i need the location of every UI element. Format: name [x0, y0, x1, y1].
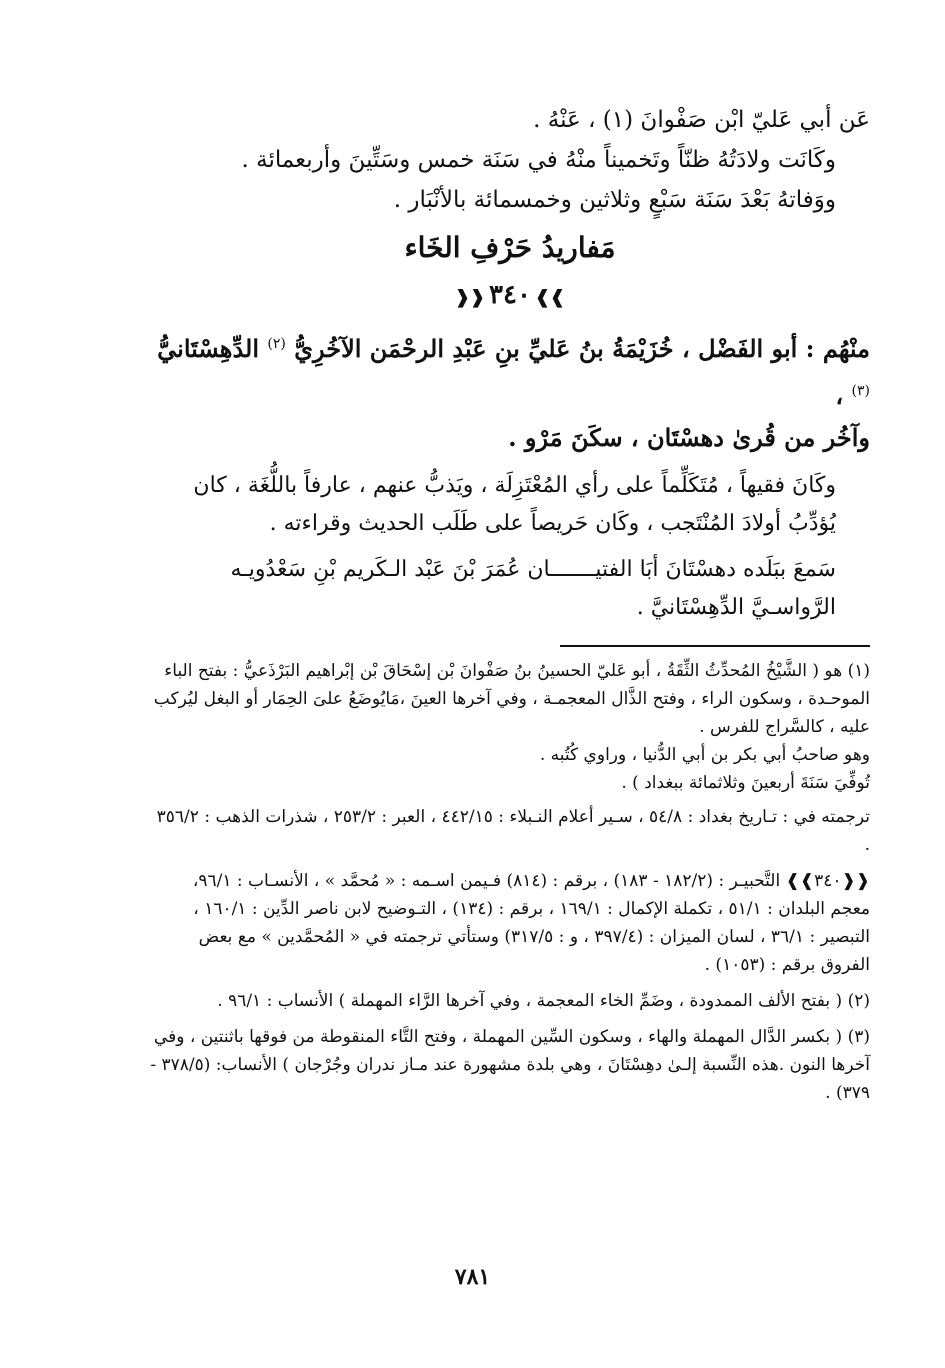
- footnote-3: [150, 1023, 870, 1107]
- entry-paragraph-2: سَمعَ ببَلَده دهسْتَانَ أبَا الفتيـــــــان عُمَرَ بْنَ عَبْد الـكَريم بْنِ سَعْدُويـه الرَّواسـيَّ الدِّهِسْتَانيَّ .: [230, 557, 836, 620]
- entry-name-text: منْهُم : أبو الفَضْل ، خُزَيْمَةُ بنُ عَليِّ بنِ عَبْدِ الرحْمَن الآخُرِيُّ: [294, 334, 870, 363]
- page-body: [150, 100, 870, 1115]
- intro-line-1: عَن أبي عَليّ ابْن صَفْوانَ (١) ، عَنْهُ .: [533, 107, 870, 133]
- footnote-340-text: ❰❰٣٤٠❱❱ التَّحبيـر : (١٨٢/٢ - ١٨٣) ، برقم : (٨١٤) فـيمن اسـمه : « مُحمَّد » ، الأنسـاب : ٩٦/١، معجم البلدان : ٥١/١ ، تكملة الإكمال : ١٦٩/١ ، برقم : (١٣٤) ، التـوضيح لابن ناصر الدِّين : ١٦٠/١ ، التبصير : ٣٦/١ ، لسان الميزان : (٣٩٧/٤ ، و : ٣١٧/٥) وستأتي ترجمته في « المُحمَّدين » مع بعض الفروق برقم : (١٠٥٣) .: [192, 871, 870, 975]
- footnotes: [150, 657, 870, 1107]
- footnote-1: [150, 657, 870, 859]
- entry-paragraph-1: وكَانَ فقيهاً ، مُتَكَلِّماً على رأي المُعْتَزِلَة ، ويَذبُّ عنهم ، عارفاً باللُّغَة ، كان يُؤدِّبُ أولادَ المُنْتَجب ، وكَان حَريصاً على طَلَب الحديث وقراءته .: [193, 473, 836, 536]
- footnote-1-text: (١) هو ( الشَّيْخُ المُحدِّثُ الثِّقَةُ ، أبو عَليّ الحسينُ بنُ صَفْوانَ بْن إسْحَاقَ بْن إبْراهيم البَرْذَعيُّ : بفتح الباء الموحـدة ، وسكون الراء ، وفتح الذَّال المعجمـة ، وفي آخرها العينَ ،مَايُوضَعُ علىَ الحِمَار أو البغل ليُركب عليه ، كالسَّراج للفرس .: [153, 661, 870, 737]
- page-number: ٧٨١: [454, 1264, 491, 1290]
- intro-line-2: وكَانَت ولادَتُهُ ظنّاً وتَخميناً منْهُ في سَنَة خمس وسَتِّينَ وأربعمائة .: [241, 147, 836, 173]
- entry-name-line-2: وآخُر من قُرىٰ دهسْتَان ، سكَنَ مَرْو .: [508, 423, 870, 452]
- ornament-right: ❱❱: [534, 287, 566, 308]
- entry-number: ٣٤٠: [489, 280, 531, 310]
- footnote-1-line-3: تُوفِّيَ سَنَةَ أربعينَ وثلاثمائة ببغداد ) .: [621, 773, 870, 793]
- entry-nisba: الدِّهِسْتَانيُّ: [157, 334, 260, 363]
- footnote-2: [150, 987, 870, 1015]
- entry-number-heading: [150, 272, 870, 321]
- footnote-ref-3: (٣): [851, 383, 870, 399]
- footnote-1-line-2: وهو صاحبُ أبي بكر بن أبي الدُّنيا ، وراوي كُتُبه .: [539, 745, 870, 765]
- ornament-left: ❰❰: [454, 287, 486, 308]
- entry-comma: ،: [835, 381, 844, 410]
- footnote-1-sources: ترجمته في : تـاريخ بغداد : ٥٤/٨ ، سـير أعلام النـبلاء : ٤٤٢/١٥ ، العبر : ٢٥٣/٢ ، شذرات الذهب : ٣٥٦/٢ .: [156, 807, 870, 855]
- footnote-3-text: (٣) ( بكسر الدَّال المهملة والهاء ، وسكون السِّين المهملة ، وفتح التَّاء المنقوطة من فوقها باثنتين ، وفي آخرها النون .هذه النِّسبة إلـىٰ دهِسْتَانَ ، وهي بلدة مشهورة عند مـاز ندران وجُرْجان ) الأنساب: (٣٧٨/٥ - ٣٧٩) .: [150, 1027, 870, 1103]
- footnote-ref-2: (٢): [267, 336, 286, 352]
- footnote-340: [150, 867, 870, 979]
- section-title: مَفاريدُ حَرْفِ الخَاء: [404, 231, 616, 264]
- entry-name-line-1: [150, 323, 870, 417]
- footnote-divider: [560, 645, 870, 647]
- footnote-2-text: (٢) ( بفتح الألف الممدودة ، وضَمِّ الخاء المعجمة ، وفي آخرها الرَّاء المهملة ) الأنساب : ٩٦/١ .: [217, 991, 870, 1011]
- intro-line-3: ووَفاتهُ بَعْدَ سَنَة سَبْعٍ وثلاثين وخمسمائة بالأنْبَار .: [393, 187, 836, 213]
